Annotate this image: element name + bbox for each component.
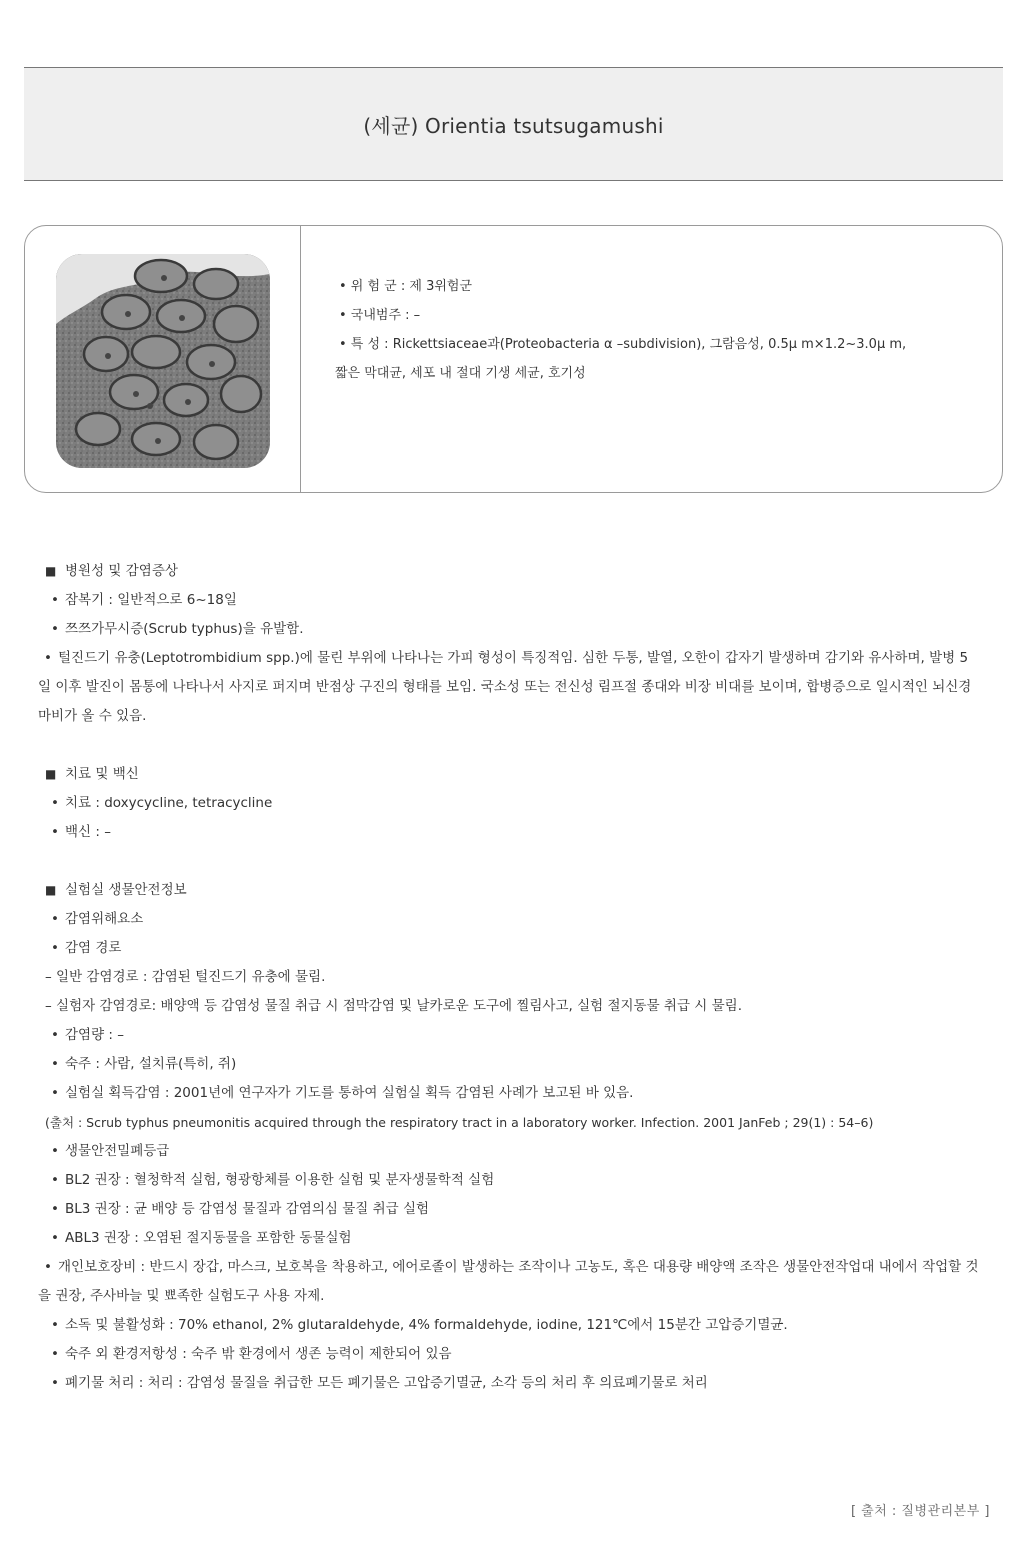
sub-item: – 일반 감염경로 : 감염된 털진드기 유충에 물림. [45,969,326,985]
info-list [335,272,989,388]
page-title: (세균) Orientia tsutsugamushi [363,113,664,138]
characteristics: • 특 성 : Rickettsiaceae과(Proteobacteria α –subdivision), 그람음성, 0.5μ m×1.2~3.0μ m, [339,337,907,352]
domestic-category: • 국내범주 : – [339,308,421,323]
section-heading-treatment: ■ 치료 및 백신 [45,760,980,789]
list-item: • 감염 경로 [45,934,980,963]
summary-box [24,225,1003,493]
list-item: • 개인보호장비 : 반드시 장갑, 마스크, 보호복을 착용하고, 에어로졸이 발생하는 조작이나 고농도, 혹은 대용량 배양액 조작은 생물안전작업대 내에서 작업할 것을 권장, 주사바늘 및 뾰족한 실험도구 사용 자제. [38,1253,980,1311]
risk-group: • 위 험 군 : 제 3위험군 [339,279,473,294]
list-item: • 숙주 외 환경저항성 : 숙주 밖 환경에서 생존 능력이 제한되어 있음 [45,1340,980,1369]
bullet-icon: • [51,1143,59,1159]
square-bullet-icon: ■ [45,883,57,897]
source-note: [ 출처 : 질병관리본부 ] [850,1504,990,1519]
section-heading-pathogenicity: ■ 병원성 및 감염증상 [45,557,980,586]
square-bullet-icon: ■ [45,564,57,578]
bullet-icon: • [51,795,59,811]
bullet-icon: • [51,1027,59,1043]
bullet-icon: • [51,1085,59,1101]
bullet-icon: • [51,1172,59,1188]
list-item: • 생물안전밀폐등급 [45,1137,980,1166]
characteristics-continued: 짧은 막대균, 세포 내 절대 기생 세균, 호기성 [335,366,586,381]
square-bullet-icon: ■ [45,767,57,781]
bullet-icon: • [51,911,59,927]
bullet-icon: • [51,592,59,608]
bullet-icon: • [51,824,59,840]
bullet-icon: • [51,1317,59,1333]
title-band [24,67,1003,181]
bullet-icon: • [51,621,59,637]
list-item: • 털진드기 유충(Leptotrombidium spp.)에 물린 부위에 나타나는 가피 형성이 특징적임. 심한 두통, 발열, 오한이 갑자기 발생하며 감기와 유사하며, 발병 5일 이후 발진이 몸통에 나타나서 사지로 퍼지며 반점상 구진의 형태를 보임. 국소성 또는 전신성 림프절 종대와 비장 비대를 보이며, 합병증으로 일시적인 뇌신경 마비가 올 수 있음. [38,644,980,731]
list-item: • ABL3 권장 : 오염된 절지동물을 포함한 동물실험 [45,1224,980,1253]
bullet-icon: • [51,1056,59,1072]
bullet-icon: • [51,1230,59,1246]
list-item: • 치료 : doxycycline, tetracycline [45,789,980,818]
list-item: • 실험실 획득감염 : 2001년에 연구자가 기도를 통하여 실험실 획득 감염된 사례가 보고된 바 있음. [45,1079,980,1108]
list-item: • 잠복기 : 일반적으로 6~18일 [45,586,980,615]
list-item: • 폐기물 처리 : 처리 : 감염성 물질을 취급한 모든 폐기물은 고압증기멸균, 소각 등의 처리 후 의료폐기물로 처리 [45,1369,980,1398]
list-item: • 소독 및 불활성화 : 70% ethanol, 2% glutaraldehyde, 4% formaldehyde, iodine, 121℃에서 15분간 고압증기멸균. [45,1311,980,1340]
bullet-icon: • [51,1201,59,1217]
citation: (출처 : Scrub typhus pneumonitis acquired through the respiratory tract in a laboratory worker. Infection. 2001 JanFeb ; 29(1) : 54–6) [45,1115,874,1130]
list-item: • 백신 : – [45,818,980,847]
list-item: • 쯔쯔가무시증(Scrub typhus)을 유발함. [45,615,980,644]
sub-item: – 실험자 감염경로: 배양액 등 감염성 물질 취급 시 점막감염 및 날카로운 도구에 찔림사고, 실험 절지동물 취급 시 물림. [45,998,743,1014]
bullet-icon: • [44,650,52,666]
micrograph-image [56,254,270,468]
bullet-icon: • [51,1346,59,1362]
bullet-icon: • [51,940,59,956]
document-body [38,557,980,1398]
list-item: • BL2 권장 : 혈청학적 실험, 형광항체를 이용한 실험 및 분자생물학적 실험 [45,1166,980,1195]
bullet-icon: • [44,1259,52,1275]
bullet-icon: • [51,1375,59,1391]
list-item: • 감염위해요소 [45,905,980,934]
list-item: • BL3 권장 : 균 배양 등 감염성 물질과 감염의심 물질 취급 실험 [45,1195,980,1224]
list-item: • 숙주 : 사람, 설치류(특히, 쥐) [45,1050,980,1079]
list-item: • 감염량 : – [45,1021,980,1050]
section-heading-lab-safety: ■ 실험실 생물안전정보 [45,876,980,905]
info-divider [300,226,301,492]
